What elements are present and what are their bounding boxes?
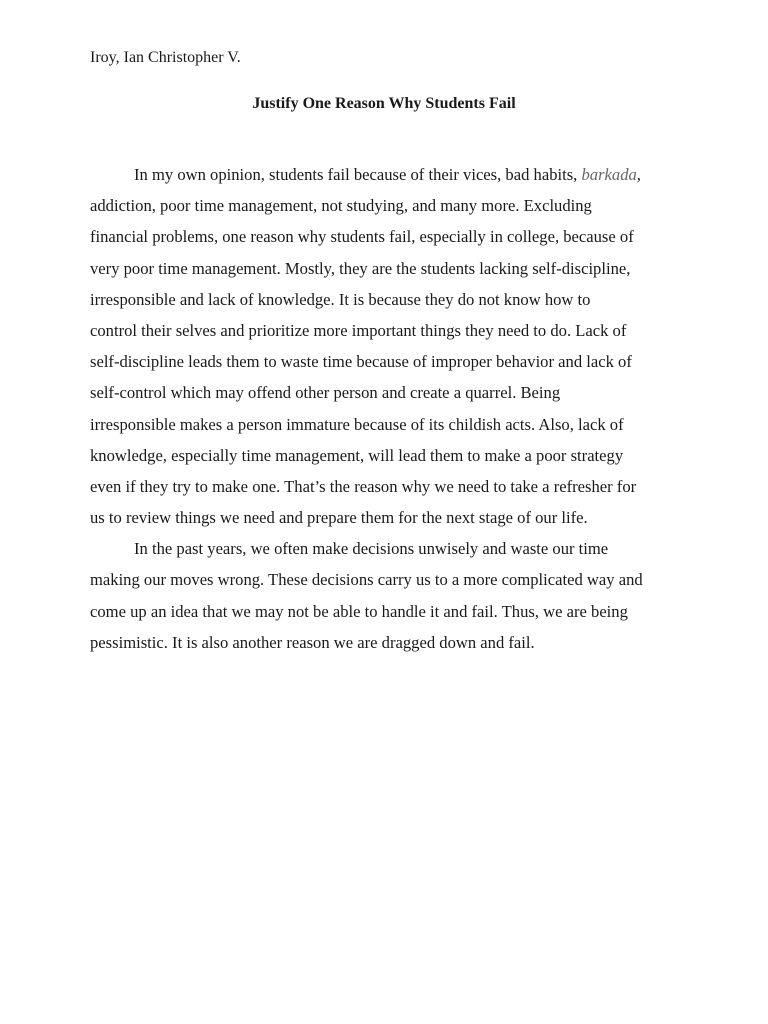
paragraph-1-line: even if they try to make one. That’s the reason why we need to take a refresher for (90, 476, 637, 496)
paragraph-1-line: very poor time management. Mostly, they are the students lacking self-discipline, (90, 258, 631, 278)
paragraph-1-line: irresponsible and lack of knowledge. It is because they do not know how to (90, 289, 591, 309)
paragraph-1-line: self-discipline leads them to waste time because of improper behavior and lack of (90, 352, 632, 372)
author-name: Iroy, Ian Christopher V. (90, 49, 241, 66)
document-title: Justify One Reason Why Students Fail (252, 95, 516, 112)
paragraph-1-line: addiction, poor time management, not studying, and many more. Excluding (90, 196, 592, 216)
paragraph-1-line-1-text: In my own opinion, students fail because of their vices, bad habits, (134, 165, 582, 184)
paragraph-1-line: financial problems, one reason why students fail, especially in college, because of (90, 227, 634, 247)
paragraph-2-line: pessimistic. It is also another reason we are dragged down and fail. (90, 632, 535, 652)
paragraph-1-line: self-control which may offend other person and create a quarrel. Being (90, 383, 561, 403)
italic-term-barkada: barkada (581, 165, 637, 184)
paragraph-1-line-1-end: , (636, 165, 641, 184)
paragraph-2-line: In the past years, we often make decisions unwisely and waste our time (134, 539, 609, 559)
paragraph-1-line: control their selves and prioritize more important things they need to do. Lack of (90, 320, 627, 340)
paragraph-1-line: irresponsible makes a person immature because of its childish acts. Also, lack of (90, 414, 624, 434)
paragraph-1-line-1 (90, 159, 710, 190)
paragraph-1-line: us to review things we need and prepare them for the next stage of our life. (90, 508, 588, 528)
paragraph-2-line: making our moves wrong. These decisions carry us to a more complicated way and (90, 570, 643, 590)
paragraph-2-line: come up an idea that we may not be able to handle it and fail. Thus, we are being (90, 601, 628, 621)
essay-body (90, 159, 710, 658)
paragraph-1-line: knowledge, especially time management, will lead them to make a poor strategy (90, 445, 624, 465)
